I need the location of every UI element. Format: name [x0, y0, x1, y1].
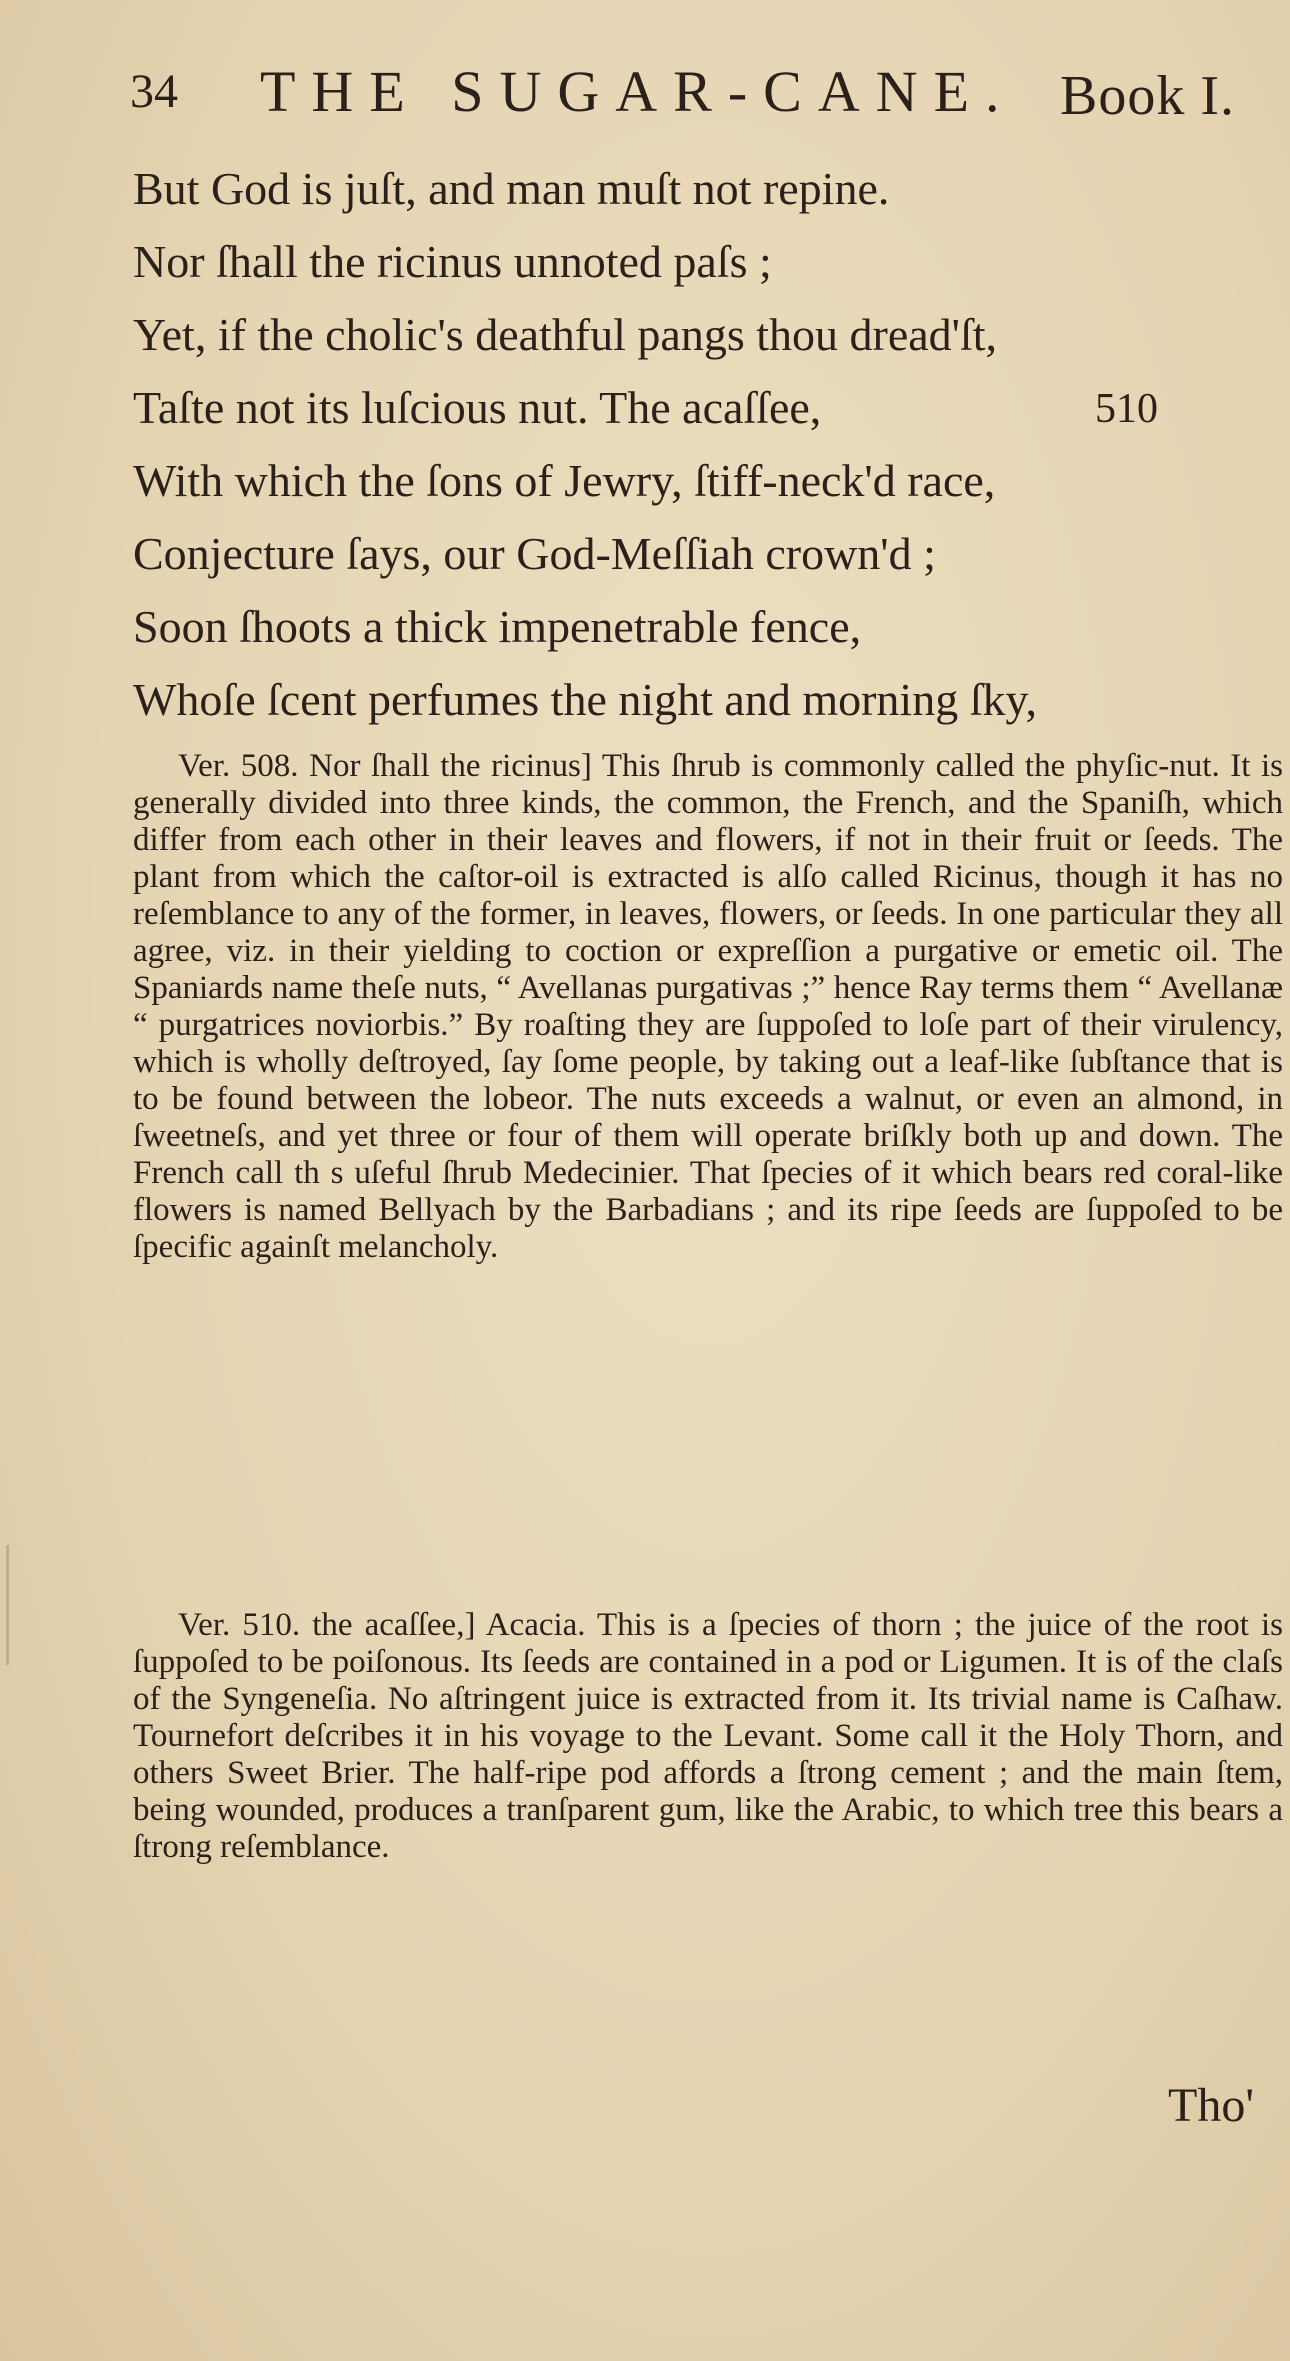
verse-line [133, 663, 1283, 736]
footnote-text: Ver. 510. the acaſſee,] Acacia. This is a ſpecies of thorn ; the juice of the root is ſuppoſed to be poiſonous. Its ſeeds are contained in a pod or Ligumen. It is of the claſs of the Syngeneſia. No aſtringent juice is extracted from it. Its trivial name is Caſhaw. Tournefort deſcribes it in his voyage to the Levant. Some call it the Holy Thorn, and others Sweet Brier. The half-ripe pod affords a ſtrong cement ; and the main ſtem, being wounded, produces a tranſparent gum, like the Arabic, to which tree this bears a ſtrong reſemblance. [133, 1607, 1283, 1865]
verse-line [133, 371, 1283, 444]
verse-text: Soon ſhoots a thick impenetrable fence, [133, 601, 862, 652]
verse-line [133, 517, 1283, 590]
verse-line [133, 444, 1283, 517]
verse-line [133, 590, 1283, 663]
verse-line [133, 152, 1283, 225]
line-number: 510 [1095, 386, 1158, 432]
footnote-ver-508 [133, 748, 1283, 1266]
book-label: Book I. [1060, 65, 1235, 127]
verse-text: But God is juſt, and man muſt not repine. [133, 163, 890, 214]
verse-text: Yet, if the cholic's deathful pangs thou dread'ſt, [133, 309, 998, 360]
verse-text: With which the ſons of Jewry, ſtiff-neck'd race, [133, 455, 996, 506]
verse-line [133, 225, 1283, 298]
verse-text: Whoſe ſcent perfumes the night and morning ſky, [133, 674, 1038, 725]
verse-line [133, 298, 1283, 371]
running-header [130, 58, 1290, 128]
catchword: Tho' [1168, 2079, 1254, 2132]
verse-text: Taſte not its luſcious nut. The acaſſee, [133, 382, 822, 433]
page-number: 34 [130, 65, 178, 118]
verse-text: Conjecture ſays, our God-Meſſiah crown'd ; [133, 528, 936, 579]
footnote-text: Ver. 508. Nor ſhall the ricinus] This ſhrub is commonly called the phyſic-nut. It is generally divided into three kinds, the common, the French, and the Spaniſh, which differ from each other in their leaves and flowers, if not in their fruit or ſeeds. The plant from which the caſtor-oil is extracted is alſo called Ricinus, though it has no reſemblance to any of the former, in leaves, flowers, or ſeeds. In one particular they all agree, viz. in their yielding to coction or expreſſion a purgative or emetic oil. The Spaniards name theſe nuts, “ Avellanas purgativas ;” hence Ray terms them “ Avellanæ “ purgatrices noviorbis.” By roaſting they are ſuppoſed to loſe part of their virulency, which is wholly deſtroyed, ſay ſome people, by taking out a leaf-like ſubſtance that is to be found between the lobeor. The nuts exceeds a walnut, or even an almond, in ſweetneſs, and yet three or four of them will operate briſkly both up and down. The French call th s uſeful ſhrub Medecinier. That ſpecies of it which bears red coral-like flowers is named Bellyach by the Barbadians ; and its ripe ſeeds are ſuppoſed to be ſpecific againſt melancholy. [133, 748, 1283, 1265]
margin-mark [6, 1545, 9, 1665]
poem-stanza [133, 152, 1283, 736]
running-title: THE SUGAR-CANE. [260, 59, 1016, 124]
verse-text: Nor ſhall the ricinus unnoted paſs ; [133, 236, 772, 287]
footnote-ver-510 [133, 1607, 1283, 1866]
